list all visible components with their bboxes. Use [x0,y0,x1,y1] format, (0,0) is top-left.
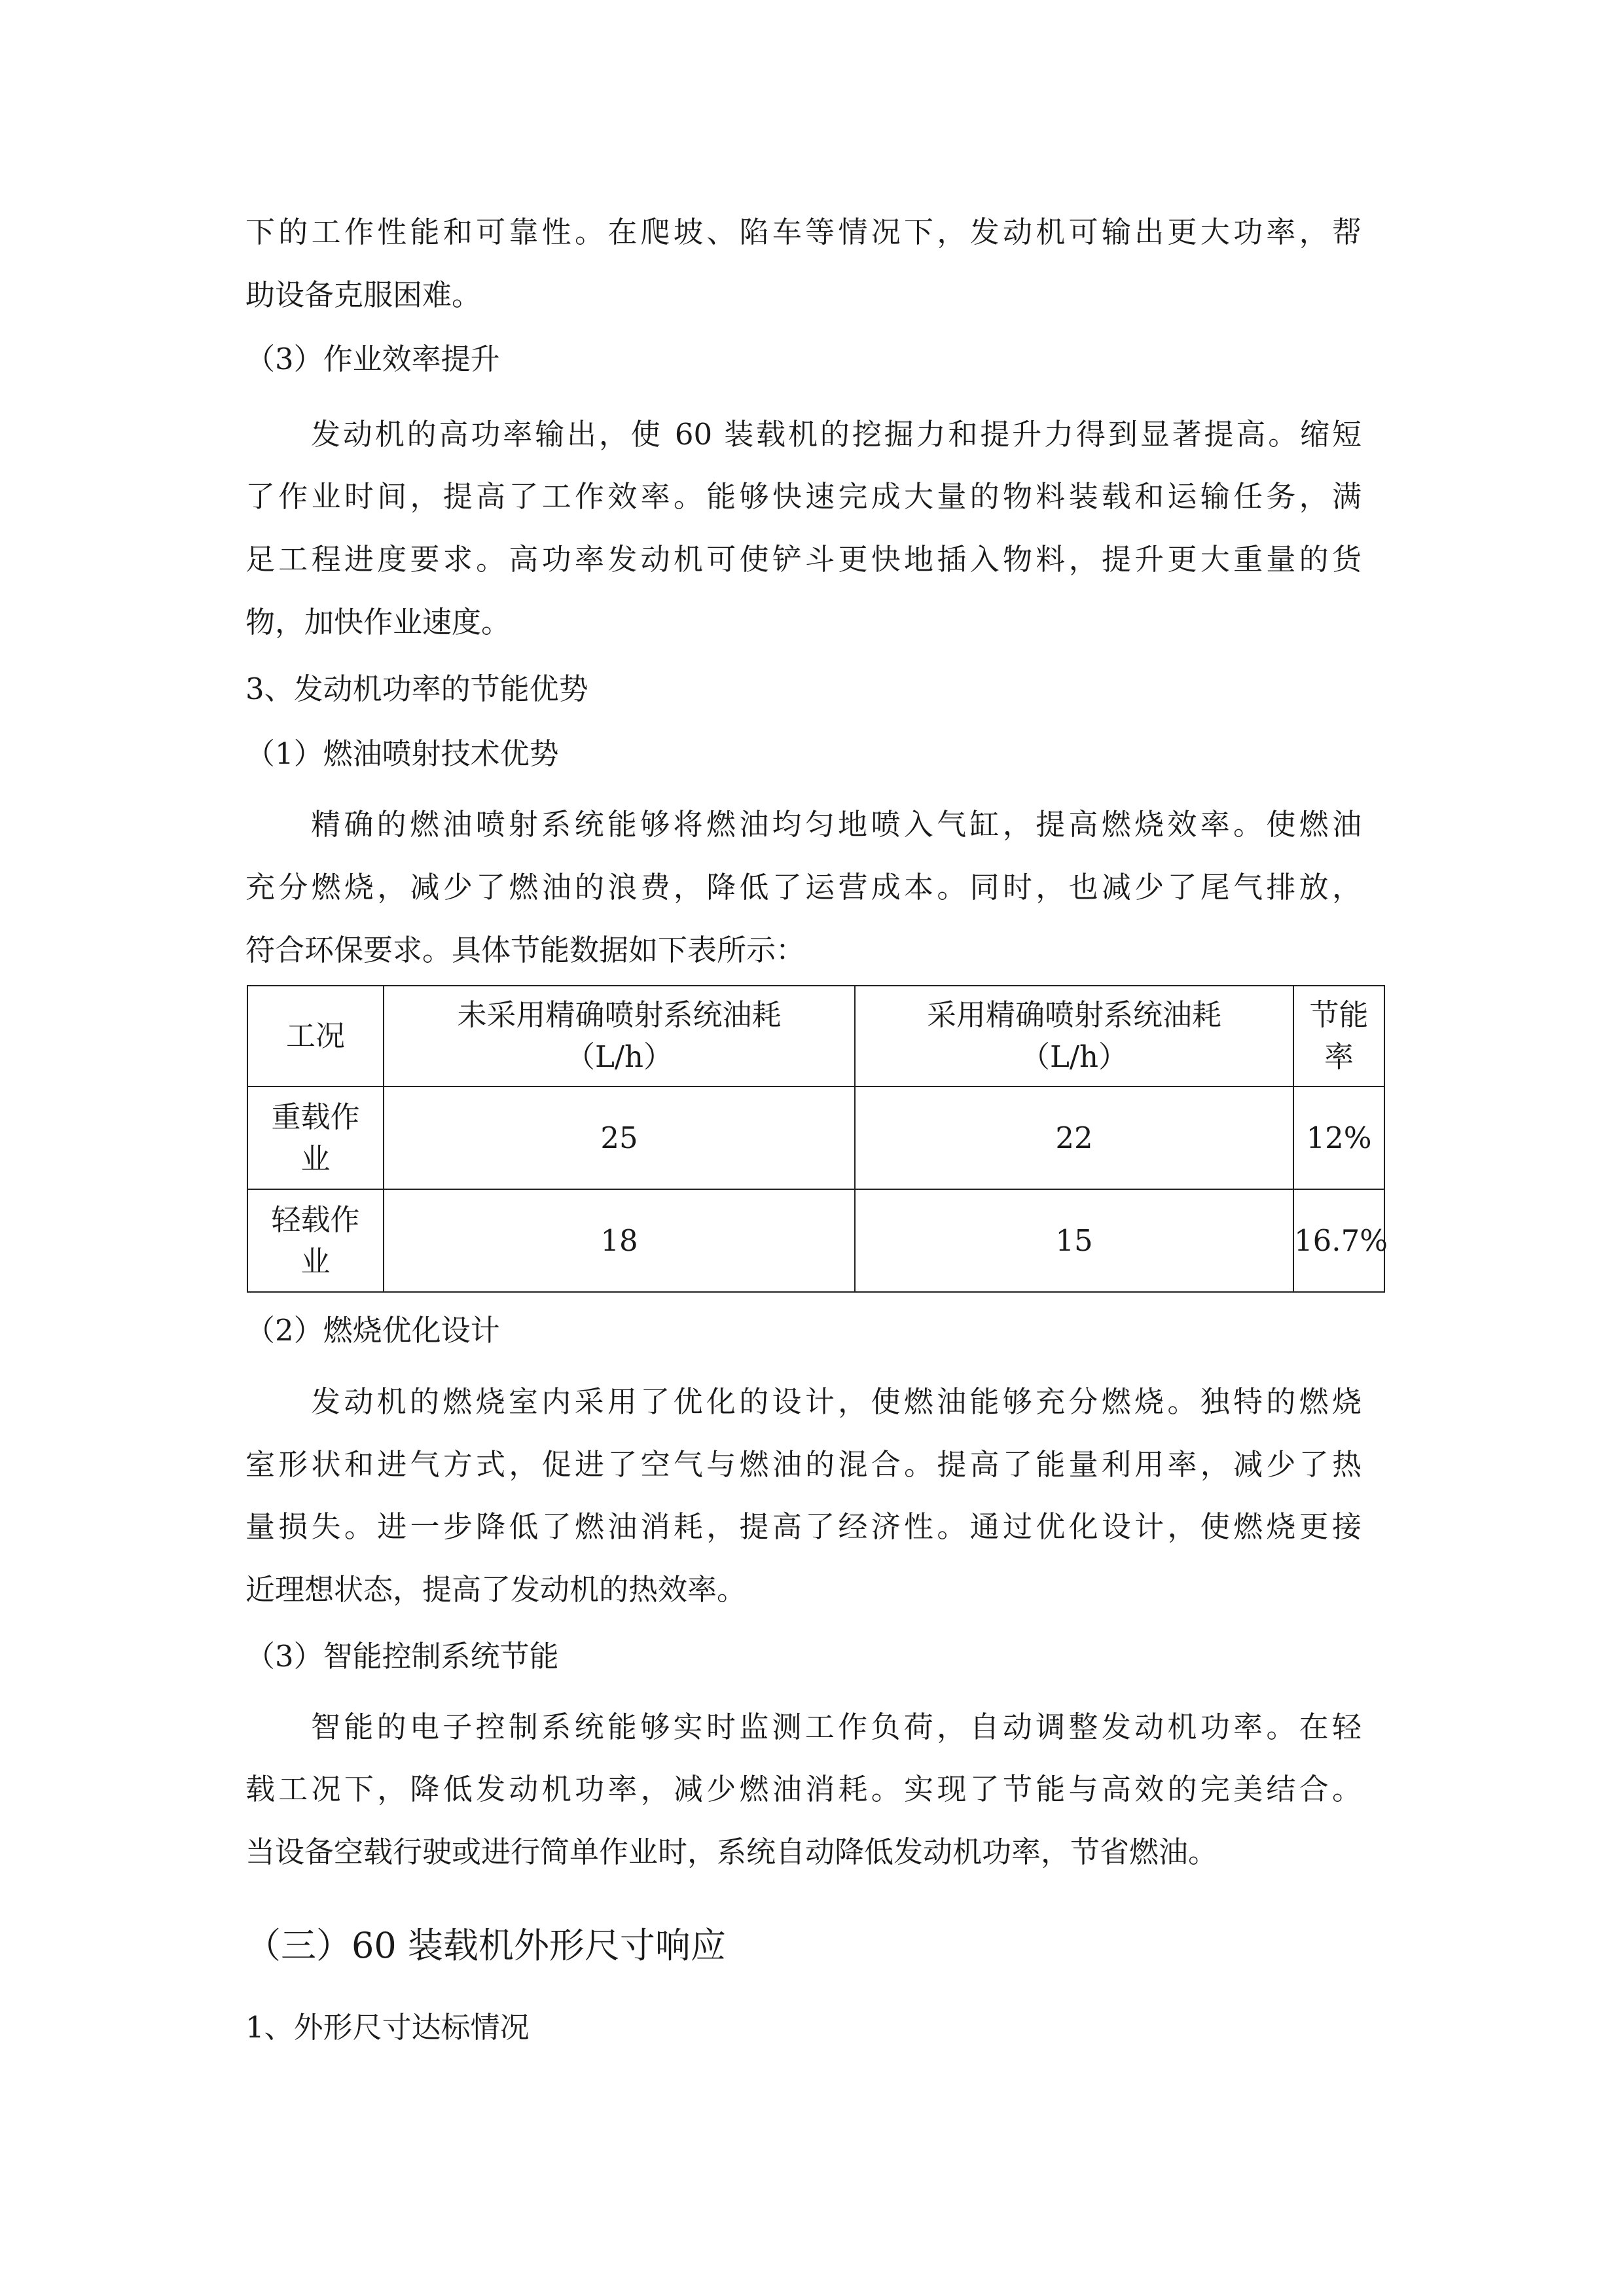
header-with-injection: 采用精确喷射系统油耗 （L/h） [855,986,1293,1086]
fuel-consumption-table [247,985,1388,1293]
subsection-heading-dimensions: 1、外形尺寸达标情况 [245,2010,530,2045]
section-heading-control: （3）智能控制系统节能 [245,1639,559,1674]
cell-with: 22 [855,1086,1293,1189]
body-text-line: 足工程进度要求。高功率发动机可使铲斗更快地插入物料，提升更大重量的货 [245,542,1362,577]
body-text-line: 发动机的燃烧室内采用了优化的设计，使燃油能够充分燃烧。独特的燃烧 [311,1384,1362,1419]
section-heading-efficiency: （3）作业效率提升 [245,342,500,376]
table-header-row [247,986,1384,1086]
body-text-line: 量损失。进一步降低了燃油消耗，提高了经济性。通过优化设计，使燃烧更接 [245,1509,1362,1544]
table-row [247,1189,1384,1292]
section-heading-dimensions: （三）60 装载机外形尺寸响应 [245,1925,726,1966]
body-text-line: 符合环保要求。具体节能数据如下表所示： [245,933,806,967]
body-text-line: 精确的燃油喷射系统能够将燃油均匀地喷入气缸，提高燃烧效率。使燃油 [311,807,1362,842]
table-row [247,1086,1384,1189]
body-text-line: 发动机的高功率输出，使 60 装载机的挖掘力和提升力得到显著提高。缩短 [311,417,1362,452]
cell-condition: 重载作 业 [247,1086,384,1189]
body-text-line: 了作业时间，提高了工作效率。能够快速完成大量的物料装载和运输任务，满 [245,479,1362,514]
cell-without: 18 [384,1189,855,1292]
body-text-line: 载工况下，降低发动机功率，减少燃油消耗。实现了节能与高效的完美结合。 [245,1772,1362,1806]
body-text-line: 智能的电子控制系统能够实时监测工作负荷，自动调整发动机功率。在轻 [311,1710,1362,1744]
body-text-line: 下的工作性能和可靠性。在爬坡、陷车等情况下，发动机可输出更大功率，帮 [245,215,1362,249]
body-text-line: 室形状和进气方式，促进了空气与燃油的混合。提高了能量利用率，减少了热 [245,1447,1362,1482]
cell-rate: 16.7% [1293,1189,1384,1292]
header-condition: 工况 [247,986,384,1086]
cell-rate: 12% [1293,1086,1384,1189]
body-text-line: 助设备克服困难。 [245,278,482,312]
section-heading-energy: 3、发动机功率的节能优势 [245,672,588,706]
section-heading-combustion: （2）燃烧优化设计 [245,1313,500,1348]
cell-without: 25 [384,1086,855,1189]
header-saving-rate: 节能 率 [1293,986,1384,1086]
cell-condition: 轻载作 业 [247,1189,384,1292]
body-text-line: 当设备空载行驶或进行简单作业时，系统自动降低发动机功率，节省燃油。 [245,1835,1218,1869]
cell-with: 15 [855,1189,1293,1292]
body-text-line: 充分燃烧，减少了燃油的浪费，降低了运营成本。同时，也减少了尾气排放， [245,870,1362,905]
section-heading-injection: （1）燃油喷射技术优势 [245,736,559,771]
body-text-line: 物，加快作业速度。 [245,605,511,639]
header-without-injection: 未采用精确喷射系统油耗 （L/h） [384,986,855,1086]
body-text-line: 近理想状态，提高了发动机的热效率。 [245,1572,747,1607]
